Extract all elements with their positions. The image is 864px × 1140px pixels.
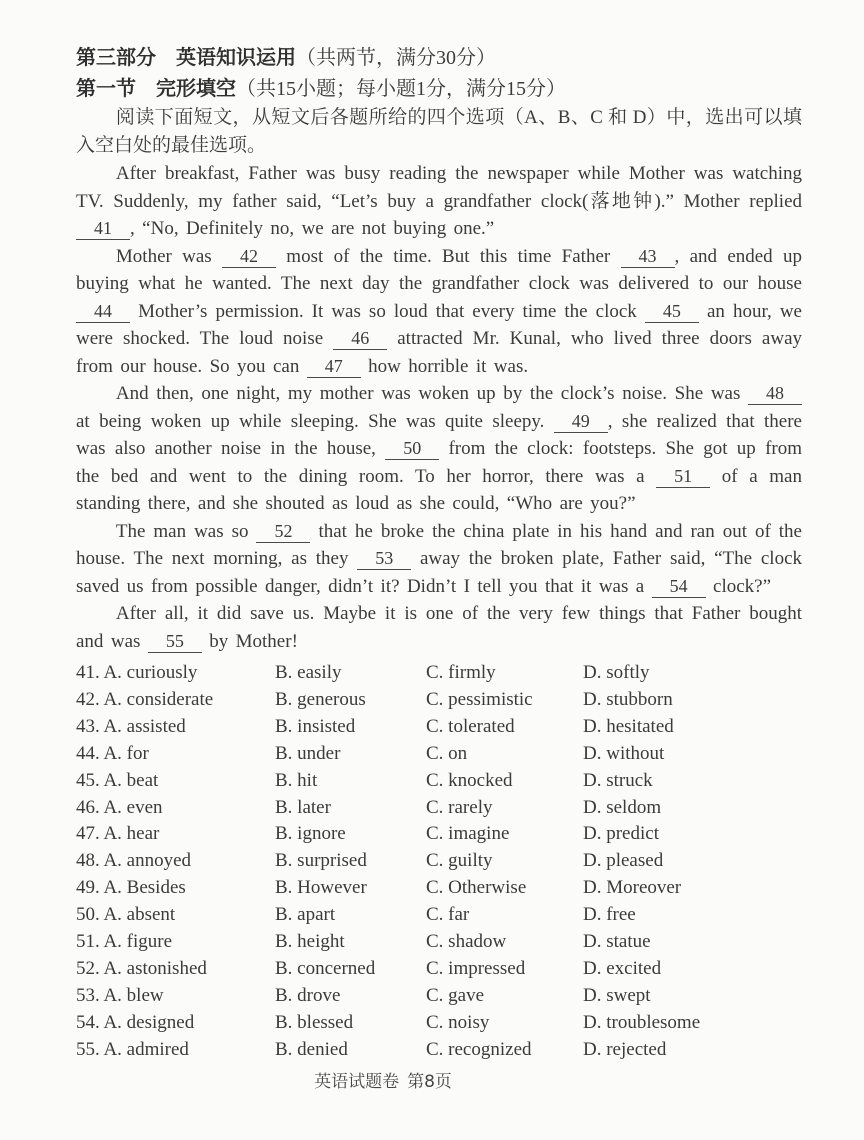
option-54-D: D. troublesome bbox=[583, 1011, 701, 1033]
option-50-B: B. apart bbox=[275, 904, 336, 926]
option-49-B: B. However bbox=[275, 877, 367, 899]
option-43-B: B. insisted bbox=[275, 715, 356, 737]
option-55-C: C. recognized bbox=[426, 1038, 532, 1060]
option-42-B: B. generous bbox=[275, 688, 366, 710]
option-55-A: 55. A. admired bbox=[76, 1038, 189, 1060]
cloze-blank-46: 46 bbox=[333, 327, 387, 350]
option-52-D: D. excited bbox=[583, 957, 662, 979]
cloze-blank-49: 49 bbox=[554, 410, 608, 433]
option-55-B: B. denied bbox=[275, 1038, 348, 1060]
option-48-C: C. guilty bbox=[426, 850, 493, 872]
option-54-C: C. noisy bbox=[426, 1011, 490, 1033]
option-row-50 bbox=[76, 902, 802, 929]
option-50-C: C. far bbox=[426, 904, 470, 926]
option-52-B: B. concerned bbox=[275, 957, 376, 979]
options-table bbox=[76, 660, 802, 1064]
section-heading bbox=[76, 73, 802, 104]
option-55-D: D. rejected bbox=[583, 1038, 667, 1060]
passage-paragraph: After all, it did save us. Maybe it is one of the very few things that Father bought and was 55 by Mother! bbox=[76, 603, 802, 652]
option-53-D: D. swept bbox=[583, 984, 651, 1006]
page-footer bbox=[76, 1070, 802, 1094]
part-label: 第三部分 bbox=[76, 45, 156, 69]
option-50-D: D. free bbox=[583, 904, 636, 926]
option-row-41 bbox=[76, 660, 802, 687]
passage bbox=[76, 160, 802, 655]
option-49-D: D. Moreover bbox=[583, 877, 682, 899]
option-42-C: C. pessimistic bbox=[426, 688, 533, 710]
instructions-text: 阅读下面短文，从短文后各题所给的四个选项（A、B、C 和 D）中，选出可以填入空白处的最佳选项。 bbox=[76, 107, 802, 156]
option-43-D: D. hesitated bbox=[583, 715, 674, 737]
option-41-C: C. firmly bbox=[426, 662, 496, 683]
option-52-A: 52. A. astonished bbox=[76, 957, 207, 979]
option-row-54 bbox=[76, 1010, 802, 1037]
part-title: 英语知识运用 bbox=[176, 45, 296, 69]
option-46-B: B. later bbox=[275, 796, 331, 818]
option-54-B: B. blessed bbox=[275, 1011, 354, 1033]
option-47-C: C. imagine bbox=[426, 823, 510, 845]
option-49-A: 49. A. Besides bbox=[76, 877, 186, 899]
cloze-blank-52: 52 bbox=[256, 520, 310, 543]
option-45-D: D. struck bbox=[583, 769, 653, 791]
cloze-blank-44: 44 bbox=[76, 300, 130, 323]
cloze-blank-55: 55 bbox=[148, 630, 202, 653]
option-row-44 bbox=[76, 741, 802, 768]
option-54-A: 54. A. designed bbox=[76, 1011, 195, 1033]
option-45-C: C. knocked bbox=[426, 769, 513, 791]
cloze-blank-42: 42 bbox=[222, 245, 276, 268]
option-47-B: B. ignore bbox=[275, 823, 346, 845]
option-51-C: C. shadow bbox=[426, 931, 507, 953]
option-41-B: B. easily bbox=[275, 662, 342, 683]
option-46-D: D. seldom bbox=[583, 796, 662, 818]
option-42-A: 42. A. considerate bbox=[76, 688, 214, 710]
option-row-49 bbox=[76, 875, 802, 902]
option-52-C: C. impressed bbox=[426, 957, 526, 979]
option-44-A: 44. A. for bbox=[76, 742, 149, 764]
option-48-B: B. surprised bbox=[275, 850, 367, 872]
option-43-C: C. tolerated bbox=[426, 715, 515, 737]
option-row-43 bbox=[76, 714, 802, 741]
option-44-C: C. on bbox=[426, 742, 468, 764]
passage-paragraph: And then, one night, my mother was woken up by the clock’s noise. She was 48 at being woken up while sleeping. She was quite sleepy. 49 , she realized that there was also another noise in the house, 50 from the clock: footsteps. She got up from the bed and went to the dining room. To her horror, there was a 51 of a man standing there, and she shouted as loud as she could, “Who are you?” bbox=[76, 383, 803, 514]
option-51-B: B. height bbox=[275, 931, 345, 953]
option-51-D: D. statue bbox=[583, 931, 651, 953]
option-41-A: 41. A. curiously bbox=[76, 662, 198, 683]
option-41-D: D. softly bbox=[583, 662, 650, 683]
cloze-blank-53: 53 bbox=[357, 547, 411, 570]
option-46-C: C. rarely bbox=[426, 796, 493, 818]
option-53-B: B. drove bbox=[275, 984, 341, 1006]
section-title: 完形填空 bbox=[156, 76, 236, 100]
part-note: （共两节，满分30分） bbox=[296, 47, 496, 69]
cloze-blank-41: 41 bbox=[76, 217, 130, 240]
option-row-53 bbox=[76, 983, 802, 1010]
passage-paragraph: After breakfast, Father was busy reading the newspaper while Mother was watching TV. Suddenly, my father said, “Let’s buy a grandfather clock(落地钟).” Mother replied 41 , “No, Definitely no, we are not buying one.” bbox=[76, 163, 802, 239]
option-44-B: B. under bbox=[275, 742, 341, 764]
section-label: 第一节 bbox=[76, 76, 136, 100]
option-row-47 bbox=[76, 821, 802, 848]
option-47-D: D. predict bbox=[583, 823, 659, 845]
option-50-A: 50. A. absent bbox=[76, 904, 176, 926]
option-43-A: 43. A. assisted bbox=[76, 715, 186, 737]
option-53-C: C. gave bbox=[426, 984, 485, 1006]
option-44-D: D. without bbox=[583, 742, 665, 764]
option-45-A: 45. A. beat bbox=[76, 769, 159, 791]
cloze-blank-45: 45 bbox=[645, 300, 699, 323]
passage-paragraph: The man was so 52 that he broke the china plate in his hand and ran out of the house. The next morning, as they 53 away the broken plate, Father said, “The clock saved us from possible danger, didn’t it? Didn’t I tell you that it was a 54 clock?” bbox=[76, 520, 802, 597]
option-48-D: D. pleased bbox=[583, 850, 664, 872]
section-note: （共15小题；每小题1分，满分15分） bbox=[236, 78, 566, 100]
option-53-A: 53. A. blew bbox=[76, 984, 164, 1006]
option-48-A: 48. A. annoyed bbox=[76, 850, 192, 872]
option-45-B: B. hit bbox=[275, 769, 318, 791]
option-42-D: D. stubborn bbox=[583, 688, 673, 710]
cloze-blank-47: 47 bbox=[307, 355, 361, 378]
footer-doc-label: 英语试题卷 bbox=[314, 1071, 400, 1092]
option-51-A: 51. A. figure bbox=[76, 931, 173, 953]
option-row-55 bbox=[76, 1037, 802, 1064]
passage-paragraph: Mother was 42 most of the time. But this time Father 43 , and ended up buying what he wanted. The next day the grandfather clock was delivered to our house 44 Mother’s permission. It was so loud that every time the clock 45 an hour, we were shocked. The loud noise 46 attracted Mr. Kunal, who lived three doors away from our house. So you can 47 how horrible it was. bbox=[76, 245, 802, 377]
cloze-blank-50: 50 bbox=[385, 437, 439, 460]
option-row-51 bbox=[76, 929, 802, 956]
option-row-48 bbox=[76, 848, 802, 875]
option-49-C: C. Otherwise bbox=[426, 877, 527, 899]
cloze-blank-43: 43 bbox=[621, 245, 675, 268]
option-row-46 bbox=[76, 795, 802, 822]
footer-page-label: 第8页 bbox=[407, 1071, 452, 1092]
option-row-45 bbox=[76, 768, 802, 795]
cloze-blank-51: 51 bbox=[656, 465, 710, 488]
option-46-A: 46. A. even bbox=[76, 796, 163, 818]
cloze-blank-54: 54 bbox=[652, 575, 706, 598]
cloze-blank-48: 48 bbox=[748, 382, 802, 405]
part-heading bbox=[76, 42, 802, 73]
option-47-A: 47. A. hear bbox=[76, 823, 160, 845]
option-row-42 bbox=[76, 687, 802, 714]
option-row-52 bbox=[76, 956, 802, 983]
